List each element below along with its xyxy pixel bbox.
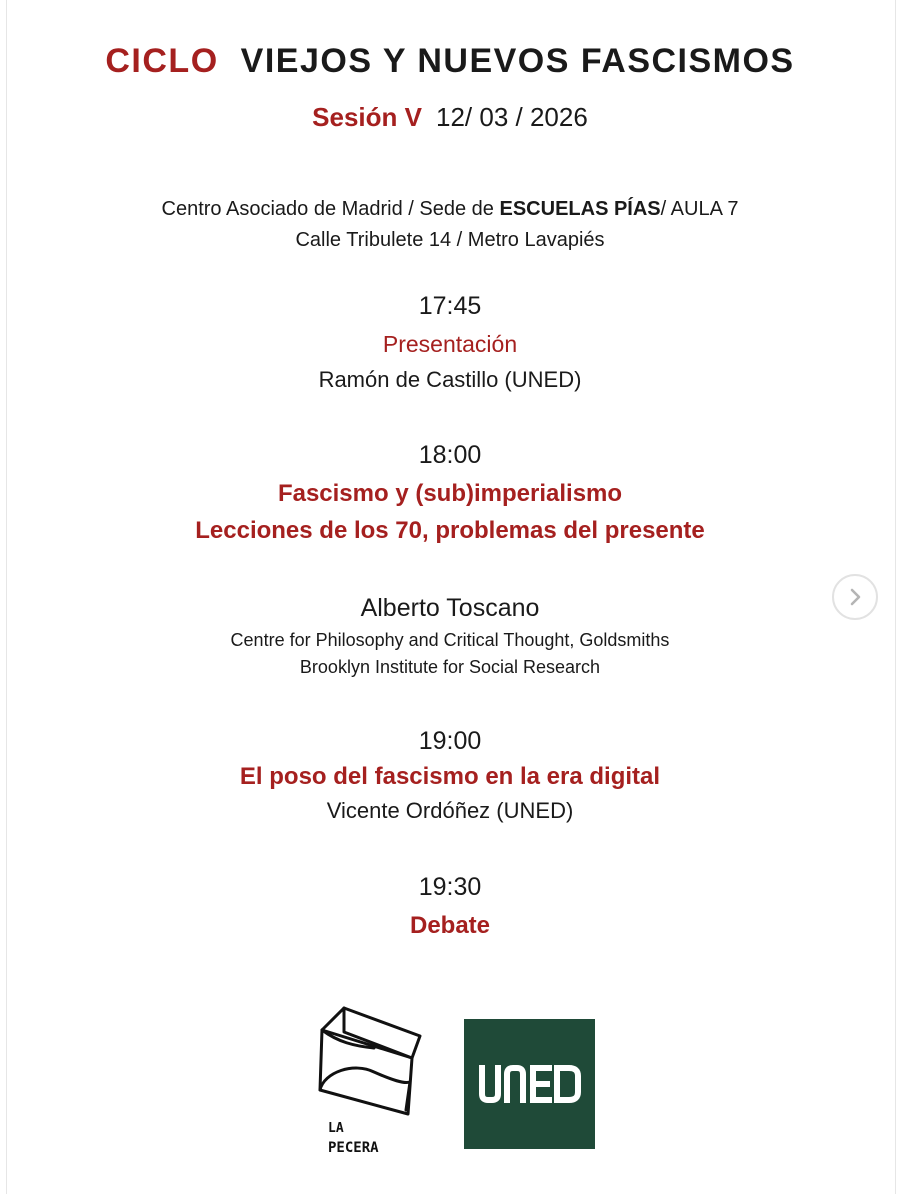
slot2-title-line1: Fascismo y (sub)imperialismo [277,480,623,507]
slot3-title: El poso del fascismo en la era digital [239,763,661,790]
venue-room: / AULA 7 [660,198,739,220]
slot2-speaker: Alberto Toscano [360,594,540,622]
venue-line-1 [0,198,900,221]
la-pecera-text-la: LA [328,1121,344,1136]
venue-line-2: Calle Tribulete 14 / Metro Lavapiés [295,229,605,251]
venue-prefix: Centro Asociado de Madrid / Sede de [161,198,500,220]
session-label: Sesión V [312,102,422,132]
uned-logo-wordmark [477,1064,583,1104]
ciclo-label: CICLO [105,42,219,80]
slot3-speaker: Vicente Ordóñez (UNED) [326,798,574,823]
page-title [0,42,900,81]
slot2-time: 18:00 [418,441,482,469]
slot4-title: Debate [409,912,491,939]
slot2-title-line2: Lecciones de los 70, problemas del presente [195,517,705,544]
slot1-time: 17:45 [418,292,482,320]
chevron-right-icon [847,587,863,607]
slot2-affiliation-2: Brooklyn Institute for Social Research [299,657,601,677]
la-pecera-logo [314,1002,426,1168]
slot3-time: 19:00 [418,727,482,755]
uned-logo [464,1019,595,1149]
venue-school: ESCUELAS PÍAS [499,198,661,220]
slot2-affiliation-1: Centre for Philosophy and Critical Thought, Goldsmiths [230,630,670,650]
slot1-speaker: Ramón de Castillo (UNED) [318,367,582,392]
la-pecera-logo-drawing [314,1002,426,1168]
ciclo-title: VIEJOS Y NUEVOS FASCISMOS [240,42,795,80]
slot1-label: Presentación [382,331,518,357]
session-date: 12/ 03 / 2026 [436,102,588,132]
session-line [0,102,900,133]
slot4-time: 19:30 [418,873,482,901]
carousel-next-button[interactable] [832,574,878,620]
la-pecera-text-name: PECERA [328,1140,379,1156]
